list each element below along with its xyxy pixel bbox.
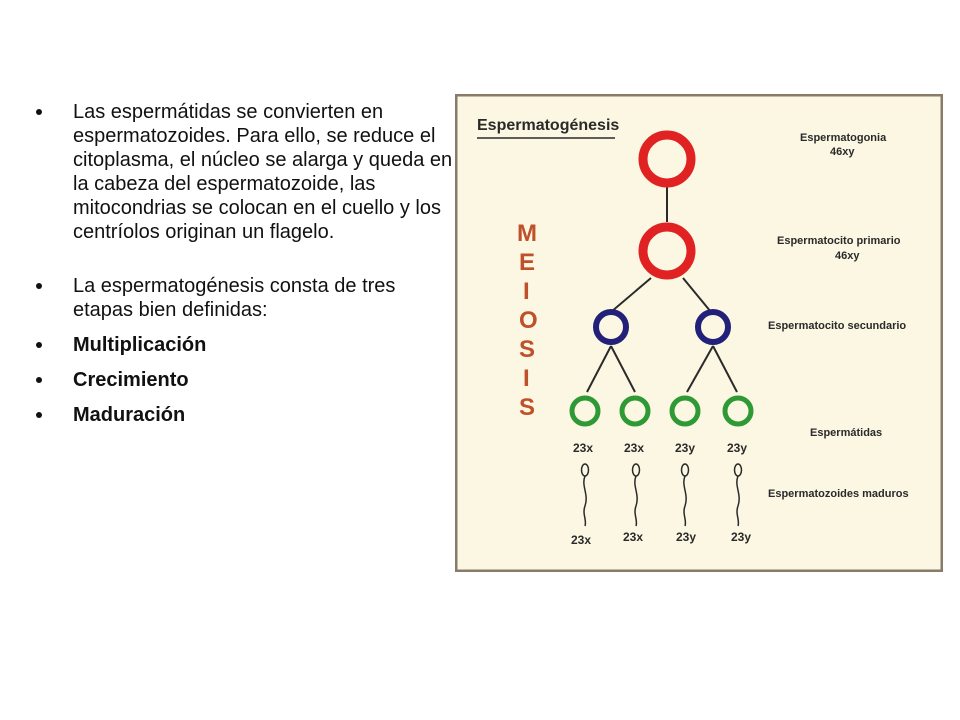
spermatid-label: 23x [624,441,645,455]
stage-label-spermatids: Espermátidas [810,427,883,439]
bullet-text: Las espermátidas se convierten en espermatozoides. Para ello, se reduce el citoplasma, el núcleo se alarga y queda en la cabeza del espermatozoide, las mitocondrias se colocan en el cuello y los centríolos originan un flagelo. [73,101,453,243]
stage-label-secondary: Espermatocito secundario [768,320,907,332]
sperm-label: 23y [731,530,752,544]
spermatid-label: 23y [727,441,748,455]
bullet-item [36,274,456,322]
bullet-item [36,333,456,357]
stage-label-spermatogonia: Espermatogonia [800,132,887,144]
meiosis-letter: I [523,278,530,305]
bullet-text: Multiplicación [73,334,207,356]
meiosis-letter: E [519,249,536,276]
bullet-dot [36,412,42,418]
bullet-dot [36,283,42,289]
bullet-item [36,100,456,244]
sperm-label: 23x [623,530,644,544]
meiosis-letter: M [517,220,537,247]
sperm-label: 23y [676,530,697,544]
meiosis-letter: I [523,365,530,392]
diagram-svg [455,94,943,572]
meiosis-letter: S [519,336,536,363]
spermatid-label: 23x [573,441,594,455]
meiosis-letter: O [519,307,538,334]
bullet-dot [36,377,42,383]
bullet-text: Crecimiento [73,369,189,391]
sperm-label: 23x [571,533,592,547]
bullet-item [36,368,456,392]
stage-label-spermatogonia-karyotype: 46xy [830,146,855,158]
bullet-dot [36,342,42,348]
meiosis-letter: S [519,394,536,421]
bullet-list [36,100,456,427]
bullet-text: Maduración [73,404,186,426]
diagram-title: Espermatogénesis [477,117,620,134]
stage-label-mature: Espermatozoides maduros [768,488,909,500]
spermatid-label: 23y [675,441,696,455]
bullet-dot [36,109,42,115]
bullet-item [36,403,456,427]
bullet-text: La espermatogénesis consta de tres etapas bien definidas: [73,275,396,321]
stage-label-primary-karyotype: 46xy [835,250,860,262]
stage-label-primary: Espermatocito primario [777,235,901,247]
spermatogenesis-diagram [455,94,943,572]
